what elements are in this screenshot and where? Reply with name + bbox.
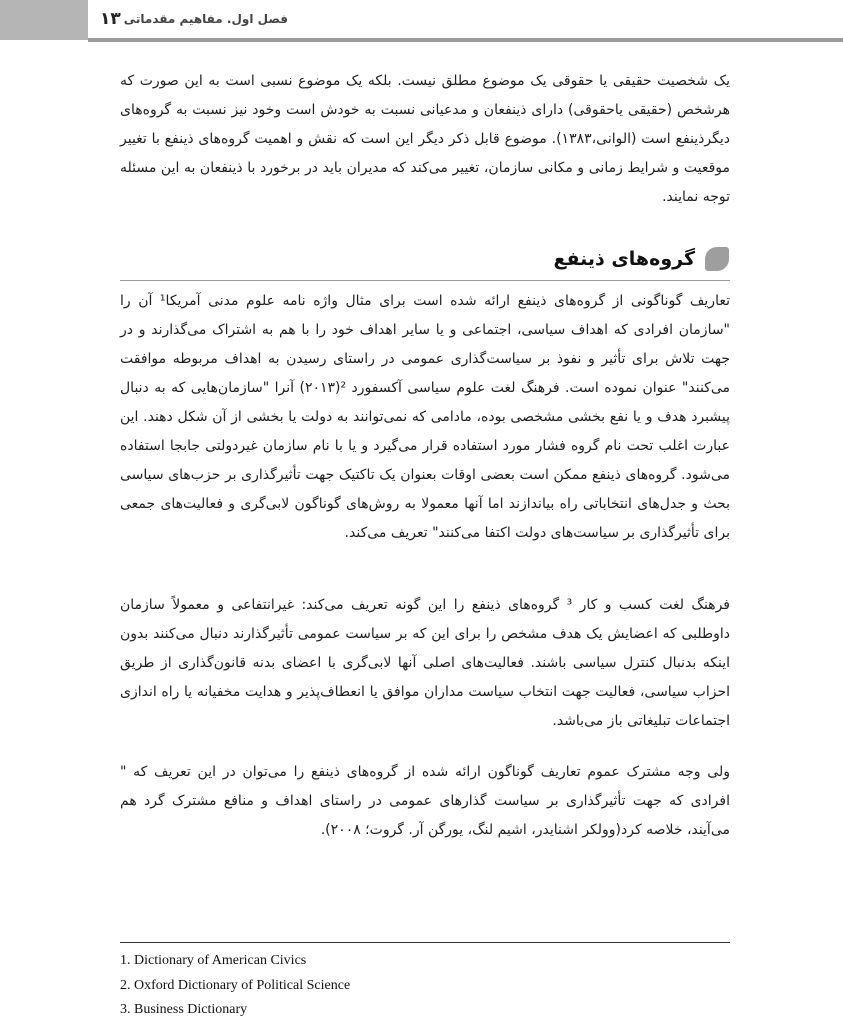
paragraph-text: یک شخصیت حقیقی یا حقوقی یک موضوع مطلق نیست. بلکه یک موضوع نسبی است به این صورت که هرشخص (حقیقی یاحقوقی) دارای ذینفعان و مدعیانی نسبت به خودش است وخود نیز نسبت به گروه‌های دیگرذینفع است (الوانی،۱۳۸۳). موضوع قابل ذکر دیگر این است که نقش و اهمیت گروه‌های ذینفع با تغییر موقعیت و شرایط زمانی و مکانی سازمان، تغییر می‌کند که مدیران باید در برخورد با ذینفعان به این مسئله توجه نمایند. <box>120 73 730 205</box>
header-tab <box>0 0 88 40</box>
paragraph-common-definition <box>120 758 730 845</box>
paragraph-business-dictionary <box>120 591 730 736</box>
footnote-3: 3. Business Dictionary <box>120 1002 248 1017</box>
running-title: فصل اول. مفاهیم مقدماتی <box>123 12 288 26</box>
section-heading <box>553 247 729 271</box>
footnote-divider <box>120 942 730 943</box>
paragraph-text: ولی وجه مشترک عموم تعاریف گوناگون ارائه شده از گروه‌های ذینفع را می‌توان در این تعریف که " افرادی که جهت تأثیرگذاری بر سیاست گذارهای عمومی در راستای اهداف و منافع مشترک گرد هم می‌آیند، خلاصه کرد(وولکر اشنایدر، اشیم لنگ، یورگن آر. گروت؛ ۲۰۰۸). <box>120 764 730 838</box>
heading-bullet-icon <box>705 247 729 271</box>
paragraph-definitions <box>120 287 730 548</box>
page-number: ۱۳ <box>100 9 121 29</box>
footnote-1: 1. Dictionary of American Civics <box>120 953 307 968</box>
footnotes <box>120 949 730 1023</box>
heading-divider <box>120 280 730 281</box>
paragraph-text: فرهنگ لغت کسب و کار ³ گروه‌های ذینفع را این گونه تعریف می‌کند: غیرانتفاعی و معمولاً سازمان داوطلبی که اعضایش یک هدف مشخص را برای این که بر سیاست عمومی تأثیرگذارند دنبال می‌کنند بدون اینکه بدنبال کنترل سیاسی باشند. فعالیت‌های اصلی آنها لابی‌گری با اعضای بدنه قانون‌گذاری از طریق احزاب سیاسی، فعالیت جهت انتخاب سیاست مداران موافق یا انعطاف‌پذیر و هدایت مخفیانه یا راه اندازی اجتماعات تبلیغاتی باز می‌باشد. <box>120 597 730 729</box>
paragraph-intro <box>120 67 730 212</box>
header-rule <box>88 38 843 42</box>
paragraph-text: تعاریف گوناگونی از گروه‌های ذینفع ارائه شده است برای مثال واژه نامه علوم مدنی آمریکا¹ آن را "سازمان افرادی که اهداف سیاسی، اجتماعی و یا سایر اهداف خود را با هم به اشتراک می‌گذارند و در جهت تلاش برای تأثیر و نفوذ بر سیاست‌گذاری عمومی در راستای رسیدن به اهداف مربوطه موافقت می‌کنند" عنوان نموده است. فرهنگ لغت علوم سیاسی آکسفورد ²(۲۰۱۳) آنرا "سازمان‌هایی که به دنبال پیشبرد هدف و یا نفع بخشی مشخصی بوده، مادامی که نمی‌توانند به دولت یا بخشی از آن شکل دهند. این عبارت اغلب تحت نام گروه فشار مورد استفاده قرار می‌گیرد و یا با نام سازمان غیردولتی جابجا استفاده می‌شود. گروه‌های ذینفع ممکن است بعضی اوقات بعنوان یک تاکتیک جهت تأثیرگذاری بر حزب‌های سیاسی بحث و جدل‌های انتخاباتی راه بیاندازند اما آنها معمولا به روش‌های گوناگون لابی‌گری و فعالیت‌های جمعی برای تأثیرگذاری بر سیاست‌های دولت اکتفا می‌کنند" تعریف می‌کند. <box>120 293 730 541</box>
section-title: گروه‌های ذینفع <box>553 248 695 270</box>
footnote-2: 2. Oxford Dictionary of Political Science <box>120 977 351 993</box>
